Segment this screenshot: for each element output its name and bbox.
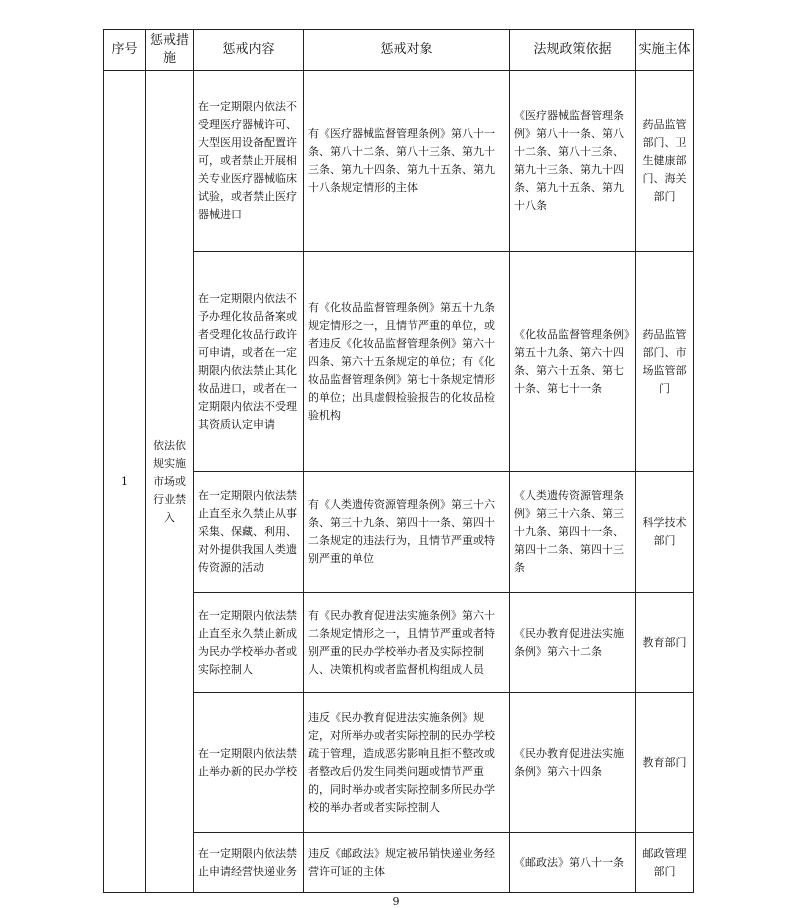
- agency-cell: 教育部门: [636, 593, 694, 693]
- basis-cell: 《邮政法》第八十一条: [510, 833, 636, 893]
- basis-cell: 《民办教育促进法实施条例》第六十二条: [510, 593, 636, 693]
- target-cell: 有《民办教育促进法实施条例》第六十二条规定情形之一，且情节严重或者特别严重的民办学校举办者及实际控制人、决策机构或者监督机构组成人员: [304, 593, 510, 693]
- agency-cell: 药品监管部门、卫生健康部门、海关部门: [636, 71, 694, 252]
- target-cell: 违反《民办教育促进法实施条例》规定，对所举办或者实际控制的民办学校疏于管理，造成恶劣影响且拒不整改或者整改后仍发生同类问题或情节严重的，同时举办或者实际控制多所民办学校的举办者或者实际控制人: [304, 693, 510, 833]
- agency-cell: 教育部门: [636, 693, 694, 833]
- agency-cell: 药品监管部门、市场监管部门: [636, 252, 694, 472]
- basis-cell: 《医疗器械监督管理条例》第八十一条、第八十二条、第八十三条、第九十三条、第九十四条、第九十五条、第九十八条: [510, 71, 636, 252]
- content-cell: 在一定期限内依法禁止申请经营快递业务: [194, 833, 304, 893]
- header-seq: 序号: [104, 30, 146, 71]
- page-number: 9: [392, 895, 400, 908]
- target-cell: 有《化妆品监督管理条例》第五十九条规定情形之一，且情节严重的单位，或者违反《化妆品监督管理条例》第六十四条、第六十五条规定的单位；有《化妆品监督管理条例》第七十条规定情形的单位；出具虚假检验报告的化妆品检验机构: [304, 252, 510, 472]
- header-basis: 法规政策依据: [510, 30, 636, 71]
- content-cell: 在一定期限内依法禁止举办新的民办学校: [194, 693, 304, 833]
- seq-cell: 1: [104, 71, 146, 893]
- measure-cell: 依法依规实施市场或行业禁入: [146, 71, 194, 893]
- header-agency: 实施主体: [636, 30, 694, 71]
- agency-cell: 科学技术部门: [636, 472, 694, 593]
- basis-cell: 《化妆品监督管理条例》第五十九条、第六十四条、第六十五条、第七十条、第七十一条: [510, 252, 636, 472]
- basis-cell: 《民办教育促进法实施条例》第六十四条: [510, 693, 636, 833]
- penalty-table: [103, 29, 694, 893]
- table-row: [104, 71, 694, 252]
- target-cell: 有《医疗器械监督管理条例》第八十一条、第八十二条、第八十三条、第九十三条、第九十四条、第九十五条、第九十八条规定情形的主体: [304, 71, 510, 252]
- target-cell: 有《人类遗传资源管理条例》第三十六条、第三十九条、第四十一条、第四十二条规定的违法行为，且情节严重或特别严重的单位: [304, 472, 510, 593]
- content-cell: 在一定期限内依法不受理医疗器械许可、大型医用设备配置许可，或者禁止开展相关专业医疗器械临床试验，或者禁止医疗器械进口: [194, 71, 304, 252]
- header-row: [104, 30, 694, 71]
- header-target: 惩戒对象: [304, 30, 510, 71]
- target-cell: 违反《邮政法》规定被吊销快递业务经营许可证的主体: [304, 833, 510, 893]
- header-content: 惩戒内容: [194, 30, 304, 71]
- basis-cell: 《人类遗传资源管理条例》第三十六条、第三十九条、第四十一条、第四十二条、第四十三条: [510, 472, 636, 593]
- content-cell: 在一定期限内依法禁止直至永久禁止新成为民办学校举办者或实际控制人: [194, 593, 304, 693]
- content-cell: 在一定期限内依法不予办理化妆品备案或者受理化妆品行政许可申请，或者在一定期限内依法禁止其化妆品进口，或者在一定期限内依法不受理其资质认定申请: [194, 252, 304, 472]
- header-measure: 惩戒措施: [146, 30, 194, 71]
- content-cell: 在一定期限内依法禁止直至永久禁止从事采集、保藏、利用、对外提供我国人类遗传资源的活动: [194, 472, 304, 593]
- agency-cell: 邮政管理部门: [636, 833, 694, 893]
